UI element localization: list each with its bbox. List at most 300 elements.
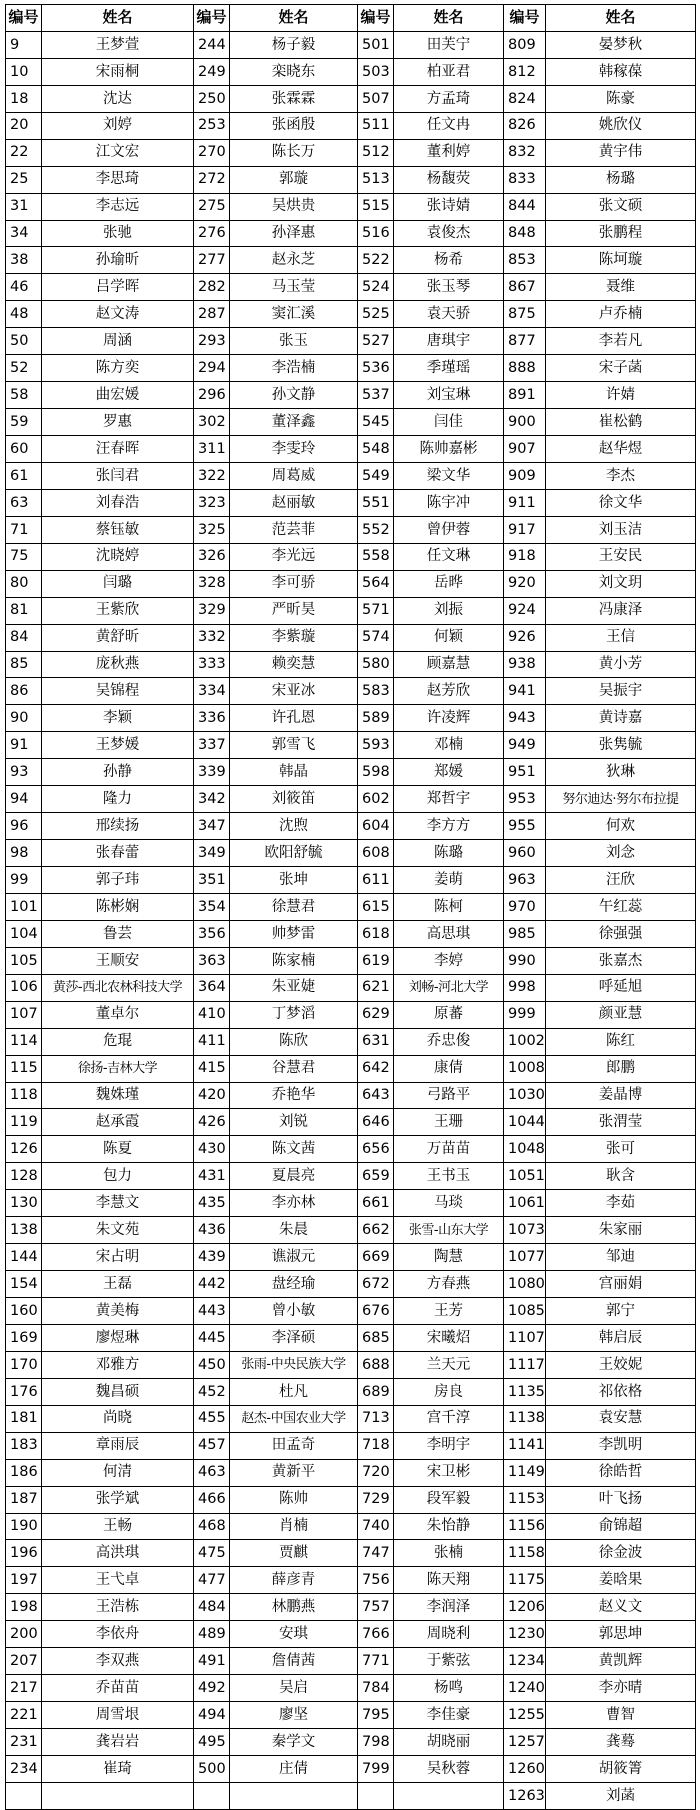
table-row	[6, 1621, 696, 1648]
number-cell: 342	[194, 786, 230, 813]
number-cell: 516	[358, 220, 394, 247]
number-cell: 25	[6, 166, 42, 193]
name-cell: 吴振宇	[546, 678, 696, 705]
name-cell: 韩稼葆	[546, 58, 696, 85]
number-cell: 276	[194, 220, 230, 247]
name-cell: 陈宇冲	[394, 489, 504, 516]
table-row	[6, 1782, 696, 1809]
number-cell: 466	[194, 1486, 230, 1513]
number-cell: 629	[358, 1001, 394, 1028]
number-cell: 183	[6, 1432, 42, 1459]
name-cell: 周葛威	[230, 462, 358, 489]
name-cell: 兰天元	[394, 1351, 504, 1378]
number-cell: 477	[194, 1567, 230, 1594]
number-cell: 115	[6, 1055, 42, 1082]
number-cell: 244	[194, 31, 230, 58]
number-cell: 253	[194, 112, 230, 139]
number-cell: 1077	[504, 1244, 546, 1271]
name-cell: 刘筱笛	[230, 786, 358, 813]
number-cell: 963	[504, 867, 546, 894]
name-cell: 李杰	[546, 462, 696, 489]
name-cell: 丁梦滔	[230, 1001, 358, 1028]
name-cell: 李双燕	[42, 1648, 194, 1675]
name-cell: 龚蓦	[546, 1729, 696, 1756]
table-row	[6, 974, 696, 1001]
name-cell: 秦学文	[230, 1729, 358, 1756]
name-cell: 何清	[42, 1459, 194, 1486]
number-cell: 621	[358, 974, 394, 1001]
number-cell: 608	[358, 840, 394, 867]
name-cell: 魏昌硕	[42, 1378, 194, 1405]
name-cell: 朱家丽	[546, 1217, 696, 1244]
name-cell: 宋曦炤	[394, 1324, 504, 1351]
number-cell: 126	[6, 1136, 42, 1163]
name-cell: 郑哲宇	[394, 786, 504, 813]
name-cell: 张雪-山东大学	[394, 1217, 504, 1244]
name-cell: 赵丽敏	[230, 489, 358, 516]
table-row	[6, 840, 696, 867]
number-cell: 688	[358, 1351, 394, 1378]
number-cell: 955	[504, 813, 546, 840]
number-cell: 234	[6, 1755, 42, 1782]
name-cell: 姜萌	[394, 867, 504, 894]
name-cell: 刘春浩	[42, 489, 194, 516]
number-cell: 50	[6, 328, 42, 355]
number-cell: 669	[358, 1244, 394, 1271]
name-cell: 田孟奇	[230, 1432, 358, 1459]
name-cell: 崔松鹤	[546, 409, 696, 436]
number-cell: 643	[358, 1082, 394, 1109]
name-cell: 陈红	[546, 1028, 696, 1055]
table-row	[6, 1648, 696, 1675]
number-cell: 938	[504, 651, 546, 678]
number-cell: 196	[6, 1540, 42, 1567]
number-cell: 337	[194, 732, 230, 759]
name-cell: 栾晓东	[230, 58, 358, 85]
number-cell: 832	[504, 139, 546, 166]
name-cell: 徐扬-吉林大学	[42, 1055, 194, 1082]
table-row	[6, 1028, 696, 1055]
name-cell: 乔艳华	[230, 1082, 358, 1109]
number-cell: 296	[194, 382, 230, 409]
name-cell: 晏梦秋	[546, 31, 696, 58]
name-cell: 张春蕾	[42, 840, 194, 867]
number-cell: 463	[194, 1459, 230, 1486]
table-row	[6, 112, 696, 139]
number-cell: 877	[504, 328, 546, 355]
name-cell: 刘锐	[230, 1109, 358, 1136]
name-cell: 何颖	[394, 624, 504, 651]
name-cell: 邓楠	[394, 732, 504, 759]
number-cell: 415	[194, 1055, 230, 1082]
number-cell: 46	[6, 274, 42, 301]
table-row	[6, 1082, 696, 1109]
number-cell: 176	[6, 1378, 42, 1405]
table-row	[6, 1675, 696, 1702]
number-cell: 426	[194, 1109, 230, 1136]
name-cell: 汪春晖	[42, 436, 194, 463]
name-cell: 王安民	[546, 543, 696, 570]
number-cell: 334	[194, 678, 230, 705]
name-cell: 王浩栋	[42, 1594, 194, 1621]
table-row	[6, 543, 696, 570]
number-cell: 525	[358, 301, 394, 328]
number-cell: 1260	[504, 1755, 546, 1782]
name-cell: 柏亚君	[394, 58, 504, 85]
name-cell: 李光远	[230, 543, 358, 570]
number-cell: 128	[6, 1163, 42, 1190]
number-cell: 571	[358, 597, 394, 624]
name-cell: 张嘉杰	[546, 947, 696, 974]
number-cell: 475	[194, 1540, 230, 1567]
name-cell: 周雪垠	[42, 1702, 194, 1729]
name-cell: 陈文茜	[230, 1136, 358, 1163]
number-cell: 676	[358, 1298, 394, 1325]
number-cell: 661	[358, 1190, 394, 1217]
number-cell: 1230	[504, 1621, 546, 1648]
name-cell: 夏晨亮	[230, 1163, 358, 1190]
number-cell: 363	[194, 947, 230, 974]
name-cell: 黄小芳	[546, 651, 696, 678]
number-cell: 1206	[504, 1594, 546, 1621]
table-row	[6, 893, 696, 920]
name-cell: 张玉琴	[394, 274, 504, 301]
number-cell: 81	[6, 597, 42, 624]
number-cell: 545	[358, 409, 394, 436]
number-cell: 602	[358, 786, 394, 813]
name-cell: 田芙宁	[394, 31, 504, 58]
number-cell: 503	[358, 58, 394, 85]
table-row	[6, 1190, 696, 1217]
table-row	[6, 1702, 696, 1729]
name-cell: 张霖霖	[230, 85, 358, 112]
number-cell: 439	[194, 1244, 230, 1271]
name-cell: 王顺安	[42, 947, 194, 974]
number-cell: 80	[6, 570, 42, 597]
name-cell: 何欢	[546, 813, 696, 840]
number-cell: 75	[6, 543, 42, 570]
name-cell: 郭宁	[546, 1298, 696, 1325]
name-cell: 马琰	[394, 1190, 504, 1217]
header-row	[6, 5, 696, 32]
name-cell: 魏姝瑾	[42, 1082, 194, 1109]
name-cell: 呼延旭	[546, 974, 696, 1001]
name-cell: 杨璐	[546, 166, 696, 193]
name-cell: 李佳豪	[394, 1702, 504, 1729]
name-cell: 沈煦	[230, 813, 358, 840]
number-cell: 114	[6, 1028, 42, 1055]
name-cell: 詹倩茜	[230, 1648, 358, 1675]
table-row	[6, 920, 696, 947]
number-cell: 926	[504, 624, 546, 651]
number-cell: 646	[358, 1109, 394, 1136]
roster-table	[5, 4, 696, 1810]
name-cell: 段军毅	[394, 1486, 504, 1513]
name-cell: 姚欣仪	[546, 112, 696, 139]
number-cell	[194, 1782, 230, 1809]
table-row	[6, 85, 696, 112]
table-row	[6, 570, 696, 597]
name-cell: 李明宇	[394, 1432, 504, 1459]
number-cell: 169	[6, 1324, 42, 1351]
name-cell: 聂维	[546, 274, 696, 301]
name-cell: 王梦萱	[42, 31, 194, 58]
number-cell: 105	[6, 947, 42, 974]
number-cell: 181	[6, 1405, 42, 1432]
number-cell: 900	[504, 409, 546, 436]
name-cell: 吕学晖	[42, 274, 194, 301]
name-cell: 黄宇伟	[546, 139, 696, 166]
number-cell: 512	[358, 139, 394, 166]
number-cell: 809	[504, 31, 546, 58]
table-row	[6, 732, 696, 759]
number-cell: 198	[6, 1594, 42, 1621]
table-row	[6, 489, 696, 516]
number-cell: 1061	[504, 1190, 546, 1217]
table-row	[6, 813, 696, 840]
name-cell: 季瑾瑶	[394, 355, 504, 382]
name-cell: 俞锦超	[546, 1513, 696, 1540]
name-cell: 邢续扬	[42, 813, 194, 840]
table-row	[6, 786, 696, 813]
table-row	[6, 1567, 696, 1594]
name-cell: 张渭莹	[546, 1109, 696, 1136]
name-cell: 崔琦	[42, 1755, 194, 1782]
number-cell: 435	[194, 1190, 230, 1217]
name-cell: 鲁芸	[42, 920, 194, 947]
name-cell: 危琨	[42, 1028, 194, 1055]
number-cell: 564	[358, 570, 394, 597]
name-cell: 李可骄	[230, 570, 358, 597]
table-row	[6, 1594, 696, 1621]
number-cell: 1002	[504, 1028, 546, 1055]
number-cell: 1153	[504, 1486, 546, 1513]
number-cell: 287	[194, 301, 230, 328]
name-cell: 杨馥荧	[394, 166, 504, 193]
name-cell: 张驰	[42, 220, 194, 247]
number-cell: 328	[194, 570, 230, 597]
name-cell: 卢乔楠	[546, 301, 696, 328]
number-cell: 549	[358, 462, 394, 489]
number-cell	[6, 1782, 42, 1809]
name-cell: 刘玉洁	[546, 516, 696, 543]
number-cell: 826	[504, 112, 546, 139]
number-cell: 22	[6, 139, 42, 166]
number-cell: 757	[358, 1594, 394, 1621]
name-cell: 赵文涛	[42, 301, 194, 328]
name-cell: 陈坷璇	[546, 247, 696, 274]
number-cell: 689	[358, 1378, 394, 1405]
number-cell: 349	[194, 840, 230, 867]
table-row	[6, 355, 696, 382]
number-cell: 911	[504, 489, 546, 516]
table-row	[6, 1378, 696, 1405]
table-row	[6, 516, 696, 543]
number-cell: 747	[358, 1540, 394, 1567]
number-cell: 656	[358, 1136, 394, 1163]
name-cell: 刘宝琳	[394, 382, 504, 409]
roster-body	[6, 31, 696, 1809]
name-cell: 赵华煜	[546, 436, 696, 463]
number-cell: 420	[194, 1082, 230, 1109]
name-cell: 赵义文	[546, 1594, 696, 1621]
table-row	[6, 1405, 696, 1432]
number-cell: 130	[6, 1190, 42, 1217]
name-cell: 杨希	[394, 247, 504, 274]
number-cell: 347	[194, 813, 230, 840]
name-cell: 帅梦雷	[230, 920, 358, 947]
number-cell: 106	[6, 974, 42, 1001]
name-cell: 宋卫彬	[394, 1459, 504, 1486]
table-row	[6, 1055, 696, 1082]
number-cell: 1158	[504, 1540, 546, 1567]
number-cell: 574	[358, 624, 394, 651]
header-name: 姓名	[546, 5, 696, 32]
number-cell: 771	[358, 1648, 394, 1675]
table-row	[6, 462, 696, 489]
name-cell: 张可	[546, 1136, 696, 1163]
table-row	[6, 220, 696, 247]
number-cell: 99	[6, 867, 42, 894]
name-cell: 许婧	[546, 382, 696, 409]
number-cell: 941	[504, 678, 546, 705]
number-cell: 615	[358, 893, 394, 920]
number-cell: 631	[358, 1028, 394, 1055]
header-name: 姓名	[394, 5, 504, 32]
number-cell: 322	[194, 462, 230, 489]
name-cell: 黄舒昕	[42, 624, 194, 651]
name-cell: 郭璇	[230, 166, 358, 193]
table-row	[6, 1459, 696, 1486]
number-cell: 501	[358, 31, 394, 58]
number-cell: 455	[194, 1405, 230, 1432]
name-cell: 严昕昊	[230, 597, 358, 624]
name-cell: 宋亚冰	[230, 678, 358, 705]
number-cell: 642	[358, 1055, 394, 1082]
name-cell: 董卓尔	[42, 1001, 194, 1028]
number-cell: 729	[358, 1486, 394, 1513]
number-cell: 270	[194, 139, 230, 166]
name-cell: 黄美梅	[42, 1298, 194, 1325]
name-cell: 刘文玥	[546, 570, 696, 597]
name-cell: 罗惠	[42, 409, 194, 436]
name-cell: 江文宏	[42, 139, 194, 166]
number-cell: 888	[504, 355, 546, 382]
name-cell: 黄凯辉	[546, 1648, 696, 1675]
table-row	[6, 1729, 696, 1756]
number-cell: 611	[358, 867, 394, 894]
number-cell: 329	[194, 597, 230, 624]
name-cell: 李雯玲	[230, 436, 358, 463]
name-cell: 陈家楠	[230, 947, 358, 974]
name-cell: 陈彬娴	[42, 893, 194, 920]
name-cell: 谯淑元	[230, 1244, 358, 1271]
name-cell: 李紫璇	[230, 624, 358, 651]
name-cell: 徐文华	[546, 489, 696, 516]
name-cell: 林鹏燕	[230, 1594, 358, 1621]
name-cell: 吴启	[230, 1675, 358, 1702]
number-cell: 445	[194, 1324, 230, 1351]
name-cell: 李浩楠	[230, 355, 358, 382]
name-cell: 刘念	[546, 840, 696, 867]
number-cell: 197	[6, 1567, 42, 1594]
number-cell: 154	[6, 1271, 42, 1298]
number-cell: 119	[6, 1109, 42, 1136]
name-cell: 郎鹏	[546, 1055, 696, 1082]
name-cell: 王梦媛	[42, 732, 194, 759]
number-cell: 311	[194, 436, 230, 463]
name-cell: 赖奕慧	[230, 651, 358, 678]
number-cell: 598	[358, 759, 394, 786]
name-cell: 任文冉	[394, 112, 504, 139]
number-cell: 1135	[504, 1378, 546, 1405]
number-cell: 1257	[504, 1729, 546, 1756]
number-cell: 431	[194, 1163, 230, 1190]
number-cell: 468	[194, 1513, 230, 1540]
table-row	[6, 759, 696, 786]
number-cell: 990	[504, 947, 546, 974]
name-cell: 李亦晴	[546, 1675, 696, 1702]
table-row	[6, 436, 696, 463]
name-cell: 王信	[546, 624, 696, 651]
number-cell: 907	[504, 436, 546, 463]
number-cell: 1263	[504, 1782, 546, 1809]
name-cell: 闫佳	[394, 409, 504, 436]
number-cell: 96	[6, 813, 42, 840]
number-cell: 1051	[504, 1163, 546, 1190]
table-row	[6, 1432, 696, 1459]
name-cell: 颜亚慧	[546, 1001, 696, 1028]
table-row	[6, 1244, 696, 1271]
name-cell: 陈长万	[230, 139, 358, 166]
number-cell: 138	[6, 1217, 42, 1244]
name-cell: 杨鸣	[394, 1675, 504, 1702]
number-cell: 101	[6, 893, 42, 920]
name-cell: 李若凡	[546, 328, 696, 355]
name-cell: 郭子玮	[42, 867, 194, 894]
table-row	[6, 193, 696, 220]
name-cell: 顾嘉慧	[394, 651, 504, 678]
number-cell: 920	[504, 570, 546, 597]
name-cell: 万苗苗	[394, 1136, 504, 1163]
table-row	[6, 31, 696, 58]
number-cell: 323	[194, 489, 230, 516]
number-cell: 333	[194, 651, 230, 678]
name-cell: 周涵	[42, 328, 194, 355]
number-cell: 356	[194, 920, 230, 947]
number-cell: 970	[504, 893, 546, 920]
number-cell: 443	[194, 1298, 230, 1325]
table-row	[6, 624, 696, 651]
name-cell: 王畅	[42, 1513, 194, 1540]
header-name: 姓名	[42, 5, 194, 32]
number-cell: 90	[6, 705, 42, 732]
table-row	[6, 1001, 696, 1028]
number-cell: 1240	[504, 1675, 546, 1702]
number-cell: 411	[194, 1028, 230, 1055]
name-cell: 王姣妮	[546, 1351, 696, 1378]
name-cell: 宫丽娟	[546, 1271, 696, 1298]
number-cell: 332	[194, 624, 230, 651]
number-cell: 798	[358, 1729, 394, 1756]
number-cell: 593	[358, 732, 394, 759]
name-cell: 胡晓丽	[394, 1729, 504, 1756]
number-cell: 98	[6, 840, 42, 867]
name-cell: 许凌辉	[394, 705, 504, 732]
table-row	[6, 1163, 696, 1190]
number-cell: 489	[194, 1621, 230, 1648]
header-number: 编号	[194, 5, 230, 32]
